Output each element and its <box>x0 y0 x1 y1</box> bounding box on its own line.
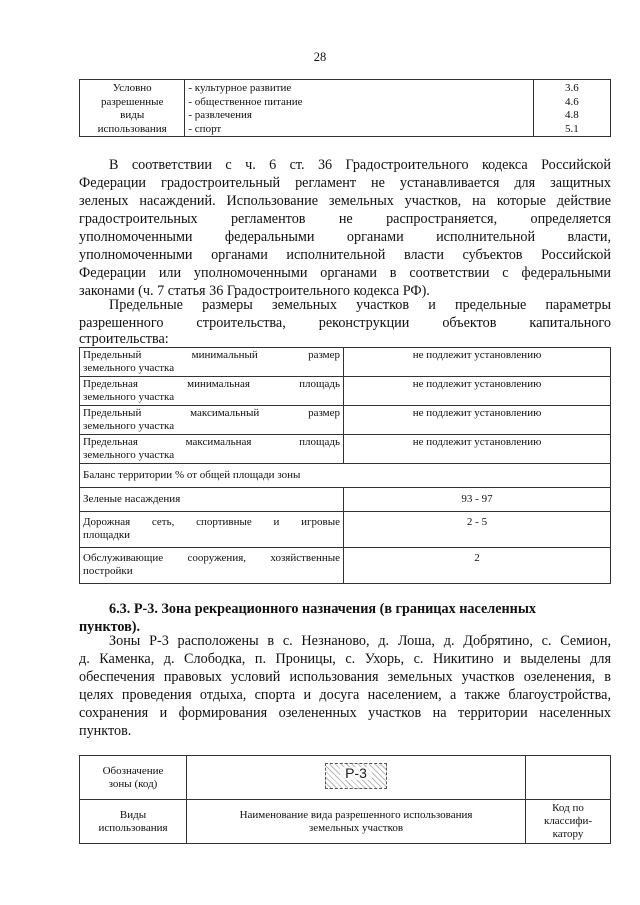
text-line: д. Каменка, д. Слободка, п. Проницы, с. Ухорь, с. Никитино и выделены для <box>79 651 611 667</box>
table-row <box>80 406 611 435</box>
param-name <box>80 435 344 464</box>
label-line: Обозначение <box>102 764 164 777</box>
conditional-uses-label <box>80 80 185 137</box>
param-name <box>80 406 344 435</box>
text-line: градостроительных регламентов не распространяется, определяется <box>79 211 611 227</box>
section-heading <box>79 600 611 636</box>
use-code: 4.8 <box>533 109 610 123</box>
header-line: Наименование вида разрешенного использования <box>239 808 473 821</box>
label-line: Виды <box>119 808 147 821</box>
use-code: 3.6 <box>533 80 610 96</box>
header-line: земельных участков <box>308 821 404 834</box>
param-value: не подлежит установлению <box>344 348 611 377</box>
use-name: - спорт <box>185 123 533 137</box>
label-line: виды <box>120 109 145 121</box>
balance-header: Баланс территории % от общей площади зоны <box>80 464 611 488</box>
param-name-line: земельного участка <box>83 420 175 432</box>
param-name <box>80 377 344 406</box>
param-name-line: Предельный максимальный размер <box>83 407 340 419</box>
balance-value: 2 - 5 <box>344 512 611 548</box>
text-line: пунктов. <box>79 723 132 739</box>
param-name-line: земельного участка <box>83 449 175 461</box>
table-row <box>80 435 611 464</box>
paragraph-regulation-note <box>79 156 611 300</box>
text-line: Предельные размеры земельных участков и предельные параметры <box>109 297 611 313</box>
zone-code-stamp <box>325 763 387 789</box>
label-line: разрешенные <box>100 95 164 108</box>
classifier-code-header <box>526 800 611 844</box>
zone-code-label <box>80 756 187 800</box>
param-name-line: Предельная максимальная площадь <box>83 436 340 448</box>
empty-cell <box>526 756 611 800</box>
text-line: сохранения и формирования озелененных участков на территории населенных <box>79 705 611 721</box>
text-line: законами (ч. 7 статья 36 Градостроительного кодекса РФ). <box>79 283 430 299</box>
table-row <box>80 80 611 96</box>
use-code: 5.1 <box>533 123 610 137</box>
use-code: 4.6 <box>533 96 610 110</box>
table-row <box>80 800 611 844</box>
param-name <box>80 348 344 377</box>
header-line: катору <box>552 828 584 840</box>
paragraph-limits-intro <box>79 296 611 347</box>
table-row <box>80 488 611 512</box>
zone-code-cell <box>187 756 526 800</box>
balance-name-line: Дорожная сеть, спортивные и игровые <box>83 516 340 528</box>
text-line: целях проведения отдыха, спорта и досуга населением, а также благоустройства, <box>79 687 611 703</box>
page-number: 28 <box>313 50 327 64</box>
balance-name: Зеленые насаждения <box>80 488 344 512</box>
table-row <box>80 464 611 488</box>
param-name-line: Предельная минимальная площадь <box>83 378 340 390</box>
balance-name-line: Обслуживающие сооружения, хозяйственные <box>83 552 340 564</box>
header-line: Код по <box>552 802 584 814</box>
label-line: использования <box>98 821 168 834</box>
heading-line: 6.3. Р-3. Зона рекреационного назначения (в границах населенных <box>109 601 537 617</box>
balance-name <box>80 512 344 548</box>
use-name: - развлечения <box>185 109 533 123</box>
header-line: классифи- <box>543 815 593 827</box>
parameters-table <box>79 347 611 584</box>
table-row <box>80 548 611 584</box>
balance-name <box>80 548 344 584</box>
param-value: не подлежит установлению <box>344 377 611 406</box>
zone-code-text: Р-3 <box>340 767 372 780</box>
param-name-line: земельного участка <box>83 362 175 374</box>
conditional-uses-table <box>79 79 611 137</box>
balance-value: 93 - 97 <box>344 488 611 512</box>
param-value: не подлежит установлению <box>344 435 611 464</box>
param-name-line: земельного участка <box>83 391 175 403</box>
use-name-header <box>187 800 526 844</box>
table-row <box>80 756 611 800</box>
text-line: Зоны Р-3 расположены в с. Незнаново, д. Лоша, д. Добрятино, с. Семион, <box>109 633 611 649</box>
table-row <box>80 348 611 377</box>
use-name: - общественное питание <box>185 96 533 110</box>
uses-label <box>80 800 187 844</box>
text-line: зеленых насаждений. Использование земельных участков, на которые действие <box>79 193 611 209</box>
text-line: разрешенного строительства, реконструкции объектов капитального <box>79 315 611 331</box>
label-line: Условно <box>112 82 152 94</box>
param-name-line: Предельный минимальный размер <box>83 349 340 361</box>
text-line: Федерации или уполномоченными органами в соответствии с федеральными <box>79 265 611 281</box>
label-line: использования <box>97 122 167 135</box>
balance-name-line: площадки <box>83 529 131 541</box>
balance-value: 2 <box>344 548 611 584</box>
zone-table <box>79 755 611 844</box>
heading-line: пунктов). <box>79 619 141 635</box>
text-line: В соответствии с ч. 6 ст. 36 Градостроительного кодекса Российской <box>109 157 611 173</box>
text-line: уполномоченными федеральными органами исполнительной власти, <box>79 229 611 245</box>
table-row <box>80 512 611 548</box>
balance-name-line: постройки <box>83 565 133 577</box>
table-row <box>80 377 611 406</box>
text-line: уполномоченными органами исполнительной власти субъектов Российской <box>79 247 611 263</box>
text-line: Федерации градостроительный регламент не устанавливается для защитных <box>79 175 611 191</box>
param-value: не подлежит установлению <box>344 406 611 435</box>
text-line: обеспечения правовых условий использования земельных участков озеленения, в <box>79 669 611 685</box>
text-line: строительства: <box>79 331 169 347</box>
label-line: зоны (код) <box>108 777 158 790</box>
use-name: - культурное развитие <box>185 80 533 96</box>
paragraph-zone-description <box>79 632 611 740</box>
